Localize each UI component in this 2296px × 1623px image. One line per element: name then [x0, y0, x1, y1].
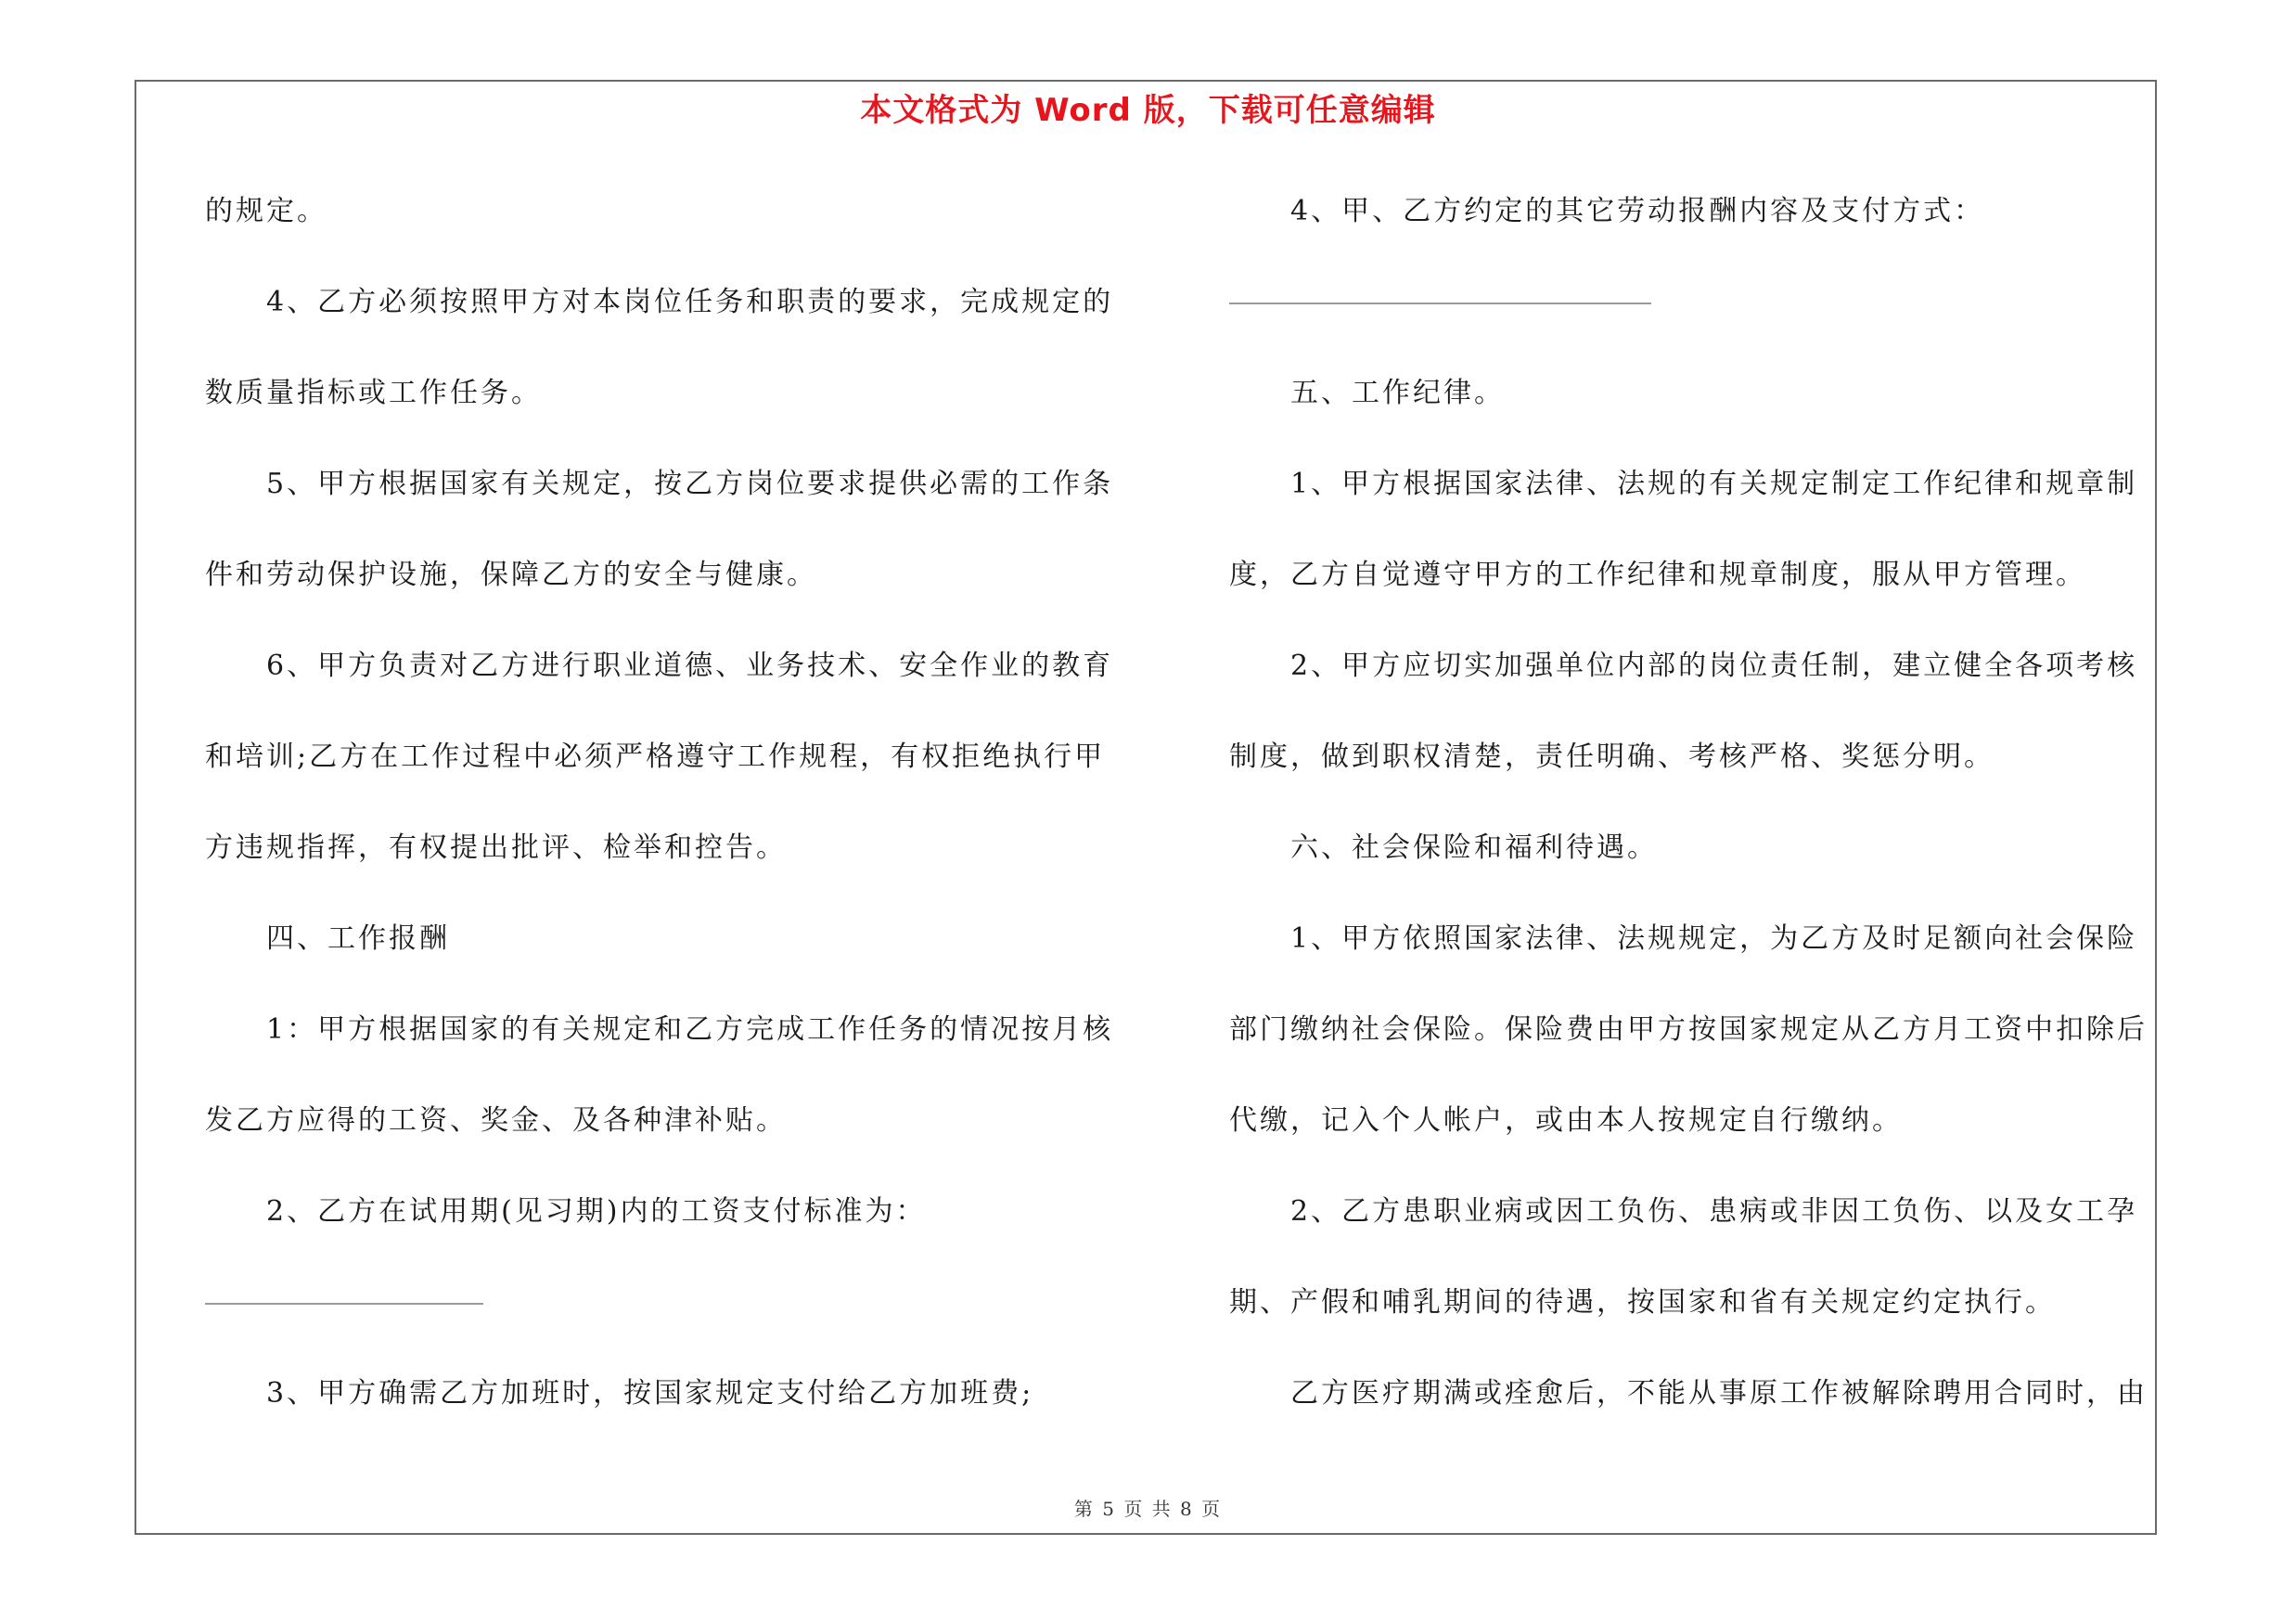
page-number-footer: 第 5 页 共 8 页 [1073, 1498, 1223, 1520]
paragraph-line: 制度，做到职权清楚，责任明确、考核严格、奖惩分明。 [1229, 741, 1995, 773]
paragraph-line: 度，乙方自觉遵守甲方的工作纪律和规章制度，服从甲方管理。 [1229, 559, 2086, 591]
paragraph-line: 和培训;乙方在工作过程中必须严格遵守工作规程，有权拒绝执行甲 [205, 741, 1106, 773]
paragraph-line: 代缴，记入个人帐户，或由本人按规定自行缴纳。 [1229, 1104, 1903, 1137]
section-heading-work-pay: 四、工作报酬 [266, 922, 450, 955]
left-text-column [205, 178, 1123, 1451]
paragraph-line: 4、甲、乙方约定的其它劳动报酬内容及支付方式： [1290, 195, 1985, 227]
fill-in-blank-line [205, 1269, 1123, 1360]
paragraph-line: 部门缴纳社会保险。保险费由甲方按国家规定从乙方月工资中扣除后 [1229, 1013, 2148, 1046]
paragraph-line: 1：甲方根据国家的有关规定和乙方完成工作任务的情况按月核 [266, 1013, 1114, 1046]
paragraph-line: 2、乙方在试用期(见习期)内的工资支付标准为： [266, 1195, 927, 1228]
fill-in-blank-line [1229, 269, 2148, 360]
paragraph-line: 2、乙方患职业病或因工负伤、患病或非因工负伤、以及女工孕 [1290, 1195, 2138, 1228]
paragraph-line: 发乙方应得的工资、奖金、及各种津补贴。 [205, 1104, 787, 1137]
paragraph-line: 件和劳动保护设施，保障乙方的安全与健康。 [205, 559, 817, 591]
paragraph-line: 4、乙方必须按照甲方对本岗位任务和职责的要求，完成规定的 [266, 286, 1114, 318]
right-text-column [1229, 178, 2148, 1451]
section-heading-social-insurance: 六、社会保险和福利待遇。 [1290, 831, 1658, 864]
paragraph-line: 的规定。 [205, 195, 327, 227]
paragraph-line: 6、甲方负责对乙方进行职业道德、业务技术、安全作业的教育 [266, 650, 1114, 682]
paragraph-line: 期、产假和哺乳期间的待遇，按国家和省有关规定约定执行。 [1229, 1286, 2056, 1319]
paragraph-line: 数质量指标或工作任务。 [205, 377, 542, 409]
paragraph-line: 2、甲方应切实加强单位内部的岗位责任制，建立健全各项考核 [1290, 650, 2138, 682]
paragraph-line: 1、甲方依照国家法律、法规规定，为乙方及时足额向社会保险 [1290, 922, 2138, 955]
section-heading-work-discipline: 五、工作纪律。 [1290, 377, 1505, 409]
word-format-banner: 本文格式为 Word 版，下载可任意编辑 [860, 92, 1436, 129]
paragraph-line: 5、甲方根据国家有关规定，按乙方岗位要求提供必需的工作条 [266, 468, 1114, 500]
paragraph-line: 3、甲方确需乙方加班时，按国家规定支付给乙方加班费; [266, 1377, 1034, 1410]
paragraph-line: 方违规指挥，有权提出批评、检举和控告。 [205, 831, 787, 864]
paragraph-line: 1、甲方根据国家法律、法规的有关规定制定工作纪律和规章制 [1290, 468, 2138, 500]
paragraph-line: 乙方医疗期满或痊愈后，不能从事原工作被解除聘用合同时，由 [1290, 1377, 2148, 1410]
